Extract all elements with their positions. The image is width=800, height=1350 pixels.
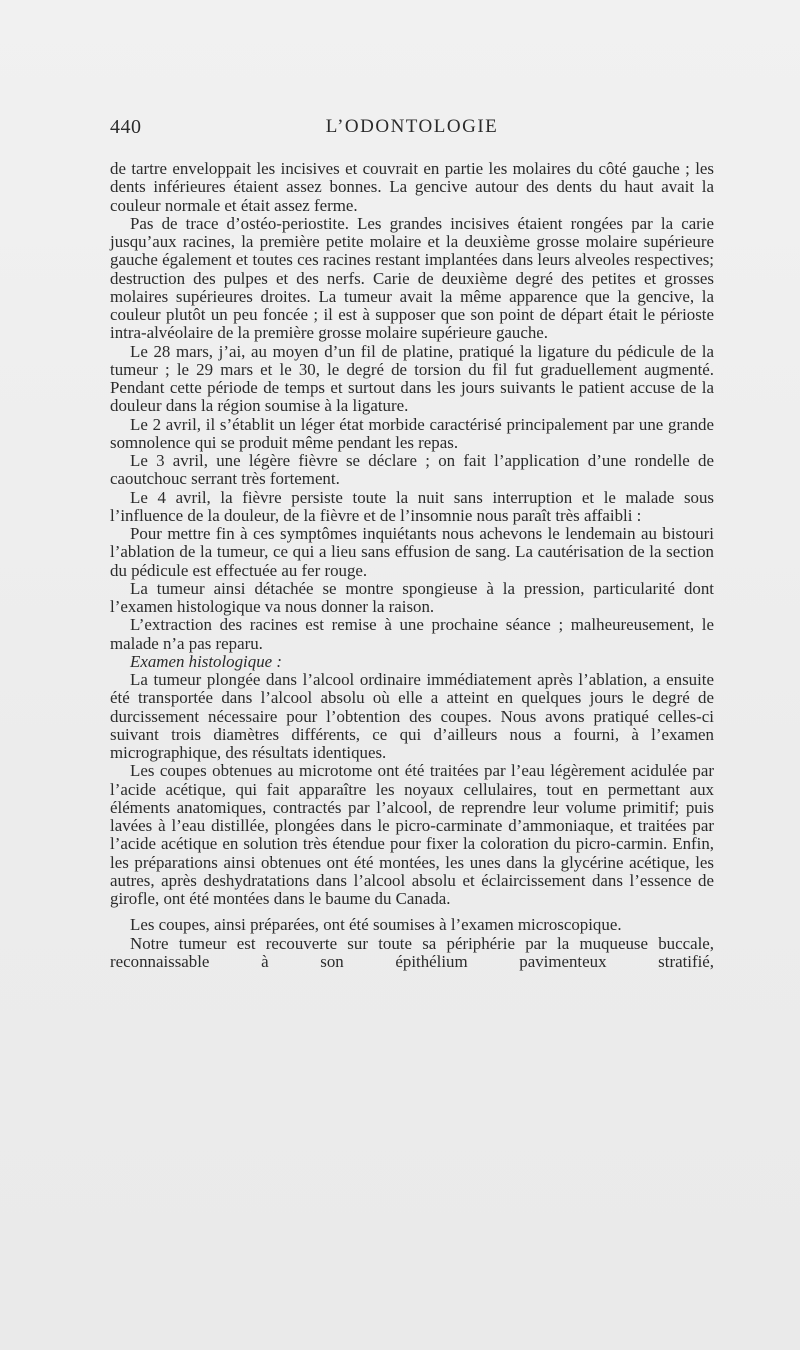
paragraph: Les coupes obtenues au microtome ont été traitées par l’eau légèrement acidulée par l’acide acétique, qui fait apparaître les noyaux cellulaires, tout en permettant aux éléments anatomiques, contractés par l’alcool, de reprendre leur volume primitif; puis lavées à l’eau distillée, plongées dans le picro-carminate d’ammoniaque, et traitées par l’acide acétique en solution très étendue pour fixer la coloration du picro-carmin. Enfin, les préparations ainsi obtenues ont été montées, les unes dans la glycérine acétique, les autres, après deshydratations dans l’alcool absolu et éclaircissement dans l’essence de girofle, ont été montées dans le baume du Canada. [110,761,714,908]
paragraph: de tartre enveloppait les incisives et couvrait en partie les molaires du côté gauche ; les dents inférieures étaient assez bonnes. La gencive autour des dents du haut avait la couleur normale et était assez ferme. [110,159,714,215]
section-heading: Examen histologique : [130,651,282,671]
paragraph: La tumeur ainsi détachée se montre spongieuse à la pression, particularité dont l’examen histologique va nous donner la raison. [110,578,714,616]
paragraph: Pas de trace d’ostéo-periostite. Les grandes incisives étaient rongées par la carie jusqu’aux racines, la première petite molaire et la deuxième grosse molaire supérieure gauche également et toutes ces racines restant implantées dans leurs alveoles respectives; destruction des pulpes et des nerfs. Carie de deuxième degré des petites et grosses molaires supérieures droites. La tumeur avait la même apparence que la gencive, la couleur plutôt un peu foncée ; il est à supposer que son point de départ était le périoste intra-alvéolaire de la première grosse molaire supérieure gauche. [110,213,714,343]
paragraph: Le 3 avril, une légère fièvre se déclare ; on fait l’application d’une rondelle de caoutchouc serrant très fortement. [110,451,714,489]
paragraph: Le 28 mars, j’ai, au moyen d’un fil de platine, pratiqué la ligature du pédicule de la tumeur ; le 29 mars et le 30, le degré de torsion du fil fut graduellement augmenté. Pendant cette période de temps et surtout dans les jours suivants le patient accuse de la douleur dans la région soumise à la ligature. [110,341,714,416]
paragraph: La tumeur plongée dans l’alcool ordinaire immédiatement après l’ablation, a ensuite été transportée dans l’alcool absolu où elle a atteint en quelques jours le degré de durcissement nécessaire pour l’obtention des coupes. Nous avons pratiqué celles-ci suivant trois diamètres différents, ce qui d’ailleurs nous a fourni, à l’examen micrographique, des résultats identiques. [110,670,714,762]
paragraph: Notre tumeur est recouverte sur toute sa périphérie par la muqueuse buccale, reconnaissable à son épithélium pavimenteux stratifié, [110,933,714,971]
paragraph: Le 2 avril, il s’établit un léger état morbide caractérisé principalement par une grande somnolence qui se produit même pendant les repas. [110,414,714,452]
running-head [110,116,714,140]
paragraph: Pour mettre fin à ces symptômes inquiétants nous achevons le lendemain au bistouri l’ablation de la tumeur, ce qui a lieu sans effusion de sang. La cautérisation de la section du pédicule est effectuée au fer rouge. [110,524,714,580]
paragraph: Les coupes, ainsi préparées, ont été soumises à l’examen microscopique. [130,915,622,935]
paragraph: L’extraction des racines est remise à une prochaine séance ; malheureusement, le malade n’a pas reparu. [110,615,714,653]
paragraph: Le 4 avril, la fièvre persiste toute la nuit sans interruption et le malade sous l’influence de la douleur, de la fièvre et de l’insomnie nous paraît très affaibli : [110,487,714,525]
page-number: 440 [110,116,142,138]
body-text [110,160,714,971]
journal-title: L’ODONTOLOGIE [325,116,499,137]
